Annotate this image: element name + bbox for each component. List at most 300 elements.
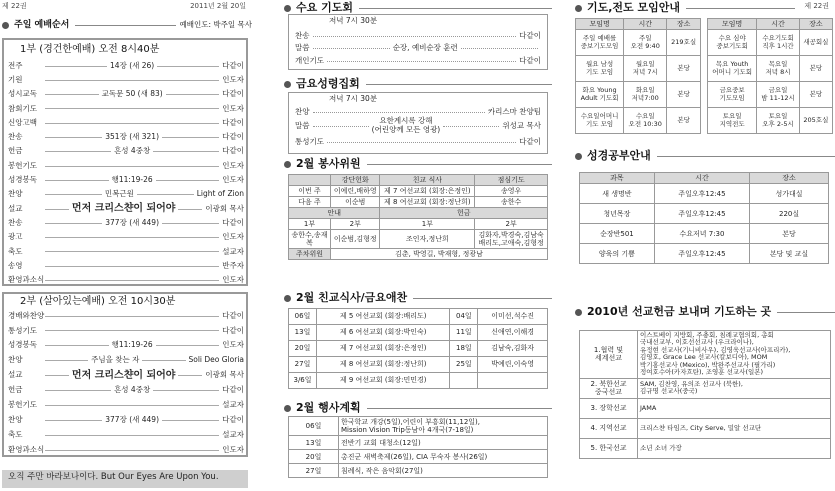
order-person: 다같이 [222, 414, 244, 424]
event-desc: 한국학교 개강(5일),어린이 부흥회(11,12일), Mission Vision Trip동남아 4개국(7-18일) [339, 417, 548, 436]
order-item: 신앙고백 [8, 117, 37, 127]
dash-line [166, 94, 220, 95]
order-content: 행11:19-26 [111, 340, 153, 350]
prayer-section-header [575, 2, 795, 15]
order-content: 민복근원 [104, 189, 134, 199]
meal-cell: 이미선,석수진 [478, 309, 548, 325]
order-person: 인도자 [222, 175, 245, 185]
bible-table [579, 172, 829, 264]
order-item: 경배와찬양 [8, 310, 45, 320]
meal-row [289, 341, 548, 357]
mission-row [580, 418, 831, 438]
order-row [8, 323, 244, 339]
bullet-icon [284, 295, 291, 302]
order-row [8, 338, 244, 354]
dash-line [156, 180, 220, 181]
serve-cell: 김화자,박경숙,김남숙 배리도,고애숙,김형정 [475, 230, 548, 249]
bible-section-header [575, 150, 835, 163]
meal-cell: 박예린,이숙영 [478, 357, 548, 373]
order-content: 먼저 크리스챤이 되어야 [71, 369, 176, 381]
order-person: 인도자 [222, 74, 244, 84]
prayer-cell: 수요일어머니 기도 모임 [576, 108, 624, 134]
prayer-row [708, 30, 833, 56]
event-row [289, 417, 548, 436]
order-row [8, 383, 244, 399]
order-item: 축도 [8, 429, 23, 439]
dash-line [327, 142, 516, 143]
fri-title: 금요성령집회 [296, 77, 360, 90]
prayer-cell: 금요일 밤 11-12시 [757, 82, 799, 108]
dash-line [157, 66, 219, 67]
mission-targets: SAM, 김찬영, 유의조 선교사 (북한), 김규명 선교사(중국) [638, 378, 831, 398]
dash-line [461, 48, 538, 49]
order-item: 광고 [8, 232, 23, 242]
prayer-cell: 토요일 지역전도 [708, 108, 757, 134]
divider [366, 84, 552, 85]
order-item: 통성기도 [8, 325, 37, 335]
mission-table [579, 330, 831, 459]
service1-box [2, 38, 248, 286]
meeting-item: 말씀 [295, 42, 310, 52]
dash-line [45, 166, 219, 167]
worship-leader: 예배인도: 박주일 목사 [179, 19, 252, 29]
order-content: 351장 (새 321) [105, 132, 159, 142]
fri-time: 저녁 7시 30분 [329, 94, 378, 103]
dash-line [162, 223, 219, 224]
bible-title: 성경공부안내 [587, 149, 651, 162]
event-date: 06일 [289, 417, 339, 436]
prayer-row [576, 56, 701, 82]
bible-head-row [580, 173, 829, 184]
order-person: 다같이 [222, 325, 244, 335]
prayer-cell: 목요 Youth 어머니 기도회 [708, 56, 757, 82]
prayer-head: 모임명 [576, 19, 624, 30]
meeting-content: 순장, 예비순장 훈련 [392, 42, 458, 52]
meal-row [289, 357, 548, 373]
event-desc: 침례식, 작은 음악회(27일) [339, 464, 548, 478]
serve-head-offering: 헌금 [380, 208, 548, 219]
dash-line [45, 420, 102, 421]
bullet-icon [284, 405, 291, 412]
meal-row [289, 373, 548, 389]
prayer-row [708, 56, 833, 82]
divider [359, 8, 552, 9]
dash-line [45, 223, 102, 224]
order-item: 축도 [8, 246, 23, 256]
mission-row [580, 398, 831, 418]
fri-section-header [284, 78, 552, 91]
meeting-person: 다같이 [519, 136, 541, 146]
meal-cell: 25일 [450, 357, 478, 373]
bible-head: 과목 [580, 173, 655, 184]
prayer-cell: 월요 남성 기도 모임 [576, 56, 624, 82]
events-section-header [284, 402, 552, 415]
bullet-icon [575, 153, 582, 160]
order-person: 설교자 [222, 429, 244, 439]
prayer-cell: 수요기도회 직후 1시간 [757, 30, 799, 56]
service2-title: 2부 (살아있는예배) 오전 10시30분 [20, 296, 176, 307]
order-item: 성시교독 [8, 89, 37, 99]
mission-targets: 이스트베이 지방회, 주충회, 침례교협의회, 총회 국내선교부, 이호선선교사 (우크라이나), 유정현 선교사(기니비사우), 김영욱선교사(아프리카), 김영호, Grace Lee 선교사(칼보디아), MOM 박기홍선교사 (Mexico), 박완주선교사 (필가리) 정여호수아(카자흐탄), 조영훈 선교사(일본) [638, 331, 831, 379]
bible-cell: 순장반501 [580, 224, 655, 244]
bible-row [580, 244, 829, 264]
order-person: 다같이 [222, 89, 245, 99]
bullet-icon [575, 5, 582, 12]
event-row [289, 464, 548, 478]
dash-line [45, 151, 111, 152]
prayer-table-left [575, 18, 701, 134]
bible-head: 장소 [750, 173, 829, 184]
order-person: Light of Zion [196, 189, 245, 199]
order-item: 전주 [8, 60, 23, 70]
order-item: 찬양 [8, 355, 23, 365]
prayer-cell: 본당 [667, 108, 701, 134]
order-person: 인도자 [222, 340, 245, 350]
order-item: 봉헌기도 [8, 400, 37, 410]
divider [367, 164, 552, 165]
order-item: 설교 [8, 370, 23, 380]
dash-line [45, 108, 219, 109]
prayer-cell: 화요일 저녁7:00 [624, 82, 667, 108]
serve-table [288, 174, 548, 260]
meal-cell: 04일 [450, 309, 478, 325]
order-row [8, 353, 244, 369]
prayer-cell: 본당 [667, 56, 701, 82]
dash-line [45, 137, 102, 138]
meeting-content: 요한계시록 강해 (어린양께 모든 영광) [371, 116, 441, 134]
meal-cell: 11일 [450, 325, 478, 341]
meeting-person: 위성교 목사 [502, 120, 542, 130]
meal-cell: 18일 [450, 341, 478, 357]
order-person: 다같이 [222, 310, 244, 320]
meal-cell [478, 373, 548, 389]
dash-line [153, 390, 219, 391]
bible-row [580, 204, 829, 224]
dash-line [45, 209, 69, 210]
order-item: 찬송 [8, 132, 23, 142]
order-item: 송영 [8, 260, 23, 270]
bible-cell: 새 생명반 [580, 184, 655, 204]
order-person: 다같이 [222, 146, 245, 156]
mission-row [580, 438, 831, 458]
dash-line [45, 94, 99, 95]
prayer-title: 기도,전도 모임안내 [587, 1, 681, 14]
meeting-item: 찬양 [295, 106, 310, 116]
dash-line [45, 316, 219, 317]
order-content: 주님을 찾는 자 [91, 355, 140, 365]
service2-box [2, 292, 248, 457]
order-row [8, 397, 244, 413]
divider [686, 8, 795, 9]
dash-line [178, 209, 202, 210]
meal-table [288, 308, 548, 389]
prayer-table-right [707, 18, 833, 134]
dash-line [156, 345, 220, 346]
bible-cell: 본당 및 교실 [750, 244, 829, 264]
meal-row [289, 309, 548, 325]
order-person: 이광회 목사 [205, 370, 244, 380]
serve-sub: 1부 [289, 219, 331, 230]
order-row [8, 273, 244, 289]
event-desc: 전반기 교회 대청소(12일) [339, 436, 548, 450]
order-item: 헌금 [8, 146, 23, 156]
dash-line [45, 80, 219, 81]
meeting-person: 다같이 [519, 30, 541, 40]
order-person: 이광회 목사 [205, 203, 244, 213]
dash-line [45, 266, 219, 267]
bible-row [580, 224, 829, 244]
divider [75, 25, 175, 26]
prayer-head: 시간 [624, 19, 667, 30]
bible-row [580, 184, 829, 204]
serve-sub: 2부 [331, 219, 380, 230]
order-person: 반주자 [222, 260, 244, 270]
bible-cell: 주일오후12:45 [654, 244, 749, 264]
serve-cell: 송영우 [475, 186, 548, 197]
order-item: 성경봉독 [8, 175, 37, 185]
dash-line [45, 345, 109, 346]
meeting-item: 말씀 [295, 120, 310, 130]
dash-line [443, 126, 499, 127]
meal-row [289, 325, 548, 341]
mission-category: 4. 지역선교 [580, 418, 638, 438]
order-person: 다같이 [222, 117, 244, 127]
dash-line [142, 360, 185, 361]
order-person: 설교자 [222, 246, 244, 256]
mission-title: 2010년 선교헌금 보내며 기도하는 곳 [587, 305, 772, 318]
order-person: 인도자 [222, 232, 244, 242]
serve-sub: 2부 [475, 219, 548, 230]
prayer-cell: 주일 오전 9:40 [624, 30, 667, 56]
meeting-item: 찬송 [295, 30, 310, 40]
serve-cell: 제 8 여선교회 (회장:정난희) [380, 197, 475, 208]
dash-line [45, 123, 219, 124]
wed-box [288, 14, 548, 70]
serve-cell: 이예린,배하영 [331, 186, 380, 197]
prayer-row [576, 82, 701, 108]
events-table [288, 416, 548, 478]
dash-line [137, 194, 194, 195]
event-row [289, 450, 548, 464]
bullet-icon [2, 22, 9, 29]
order-item: 기원 [8, 74, 23, 84]
service1-title: 1부 (경건한예배) 오전 8시40분 [20, 44, 160, 55]
guides-column [575, 0, 835, 491]
dash-line [162, 420, 219, 421]
order-person: 다같이 [222, 132, 244, 142]
serve-head-flower: 강단헌화 [331, 175, 380, 186]
order-person: 다같이 [222, 60, 245, 70]
meal-cell: 13일 [289, 325, 317, 341]
bible-cell: 본당 [750, 224, 829, 244]
serve-head-usher: 안내 [289, 208, 380, 219]
order-row [8, 442, 244, 458]
prayer-row [576, 30, 701, 56]
meal-cell: 제 9 여선교회 (회장:민민경) [317, 373, 450, 389]
order-person: 인도자 [222, 444, 244, 454]
worship-section-header [2, 20, 252, 30]
issue-date: 2011년 2월 20일 [190, 2, 246, 10]
bible-cell: 주일오후12:45 [654, 184, 749, 204]
order-content: 먼저 크리스챤이 되어야 [71, 203, 176, 215]
prayer-cell: 수요 심야 중보기도회 [708, 30, 757, 56]
prayer-row [576, 108, 701, 134]
order-item: 환영과소식 [8, 444, 45, 454]
serve-title: 2월 봉사위원 [296, 157, 361, 170]
order-content: 흔성 4중창 [114, 385, 151, 395]
prayer-cell: 본당 [799, 82, 832, 108]
serve-head-meal: 친교 식사 [380, 175, 475, 186]
bible-cell: 청년목장 [580, 204, 655, 224]
serve-cell: 송한수 [475, 197, 548, 208]
event-desc: 총진군 새벽축제(26일), CIA 무숙자 봉사(26일) [339, 450, 548, 464]
meal-section-header [284, 292, 552, 305]
meal-cell: 06일 [289, 309, 317, 325]
meeting-item: 통성기도 [295, 136, 324, 146]
order-row [8, 412, 244, 428]
dash-line [313, 112, 485, 113]
worship-section-title: 주일 예배순서 [14, 20, 70, 30]
order-content: 14장 (새 26) [110, 60, 155, 70]
meal-cell: 3/6일 [289, 373, 317, 389]
mission-category: 5. 한국선교 [580, 438, 638, 458]
bible-cell: 220실 [750, 204, 829, 224]
order-item: 참회기도 [8, 103, 37, 113]
meal-cell: 제 6 여선교회 (회장:박인숙) [317, 325, 450, 341]
order-content: 377장 (새 449) [105, 217, 159, 227]
bible-head: 시간 [654, 173, 749, 184]
event-date: 20일 [289, 450, 339, 464]
prayer-cell: 목요일 저녁 8시 [757, 56, 799, 82]
prayer-head-row [708, 19, 833, 30]
parking-names: 김춘, 박영길, 박재형, 정광남 [331, 249, 548, 260]
dash-line [327, 61, 516, 62]
order-content: 377장 (새 449) [105, 414, 159, 424]
dash-line [162, 137, 219, 138]
prayer-head: 시간 [757, 19, 799, 30]
order-content: 교독문 50 (새 83) [101, 89, 163, 99]
dash-line [313, 48, 390, 49]
prayer-head: 모임명 [708, 19, 757, 30]
serve-cell: 다음 주 [289, 197, 331, 208]
bible-cell: 수요저녁 7:30 [654, 224, 749, 244]
dash-line [45, 280, 219, 281]
divider [777, 312, 835, 313]
prayer-cell: 본당 [799, 56, 832, 82]
meal-cell: 제 8 여선교회 (회장:정난희) [317, 357, 450, 373]
prayer-cell: 205호실 [799, 108, 832, 134]
dash-line [45, 194, 102, 195]
meal-cell: 신애연,이해경 [478, 325, 548, 341]
prayer-head-row [576, 19, 701, 30]
dash-line [45, 330, 219, 331]
bible-cell: 주일오후12:45 [654, 204, 749, 224]
prayer-head: 장소 [667, 19, 701, 30]
order-person: 설교자 [222, 400, 244, 410]
dash-line [313, 126, 369, 127]
meal-cell [450, 373, 478, 389]
parking-label: 주차위원 [289, 249, 331, 260]
mission-targets: 소년 소녀 가장 [638, 438, 831, 458]
serve-cell: 제 7 여선교회 (회장:은정인) [380, 186, 475, 197]
event-date: 27일 [289, 464, 339, 478]
prayer-row [708, 82, 833, 108]
dash-line [178, 375, 202, 376]
issue-label-right: 제 22권 [804, 2, 829, 10]
dash-line [45, 360, 88, 361]
event-row [289, 436, 548, 450]
serve-cell: 이순범 [331, 197, 380, 208]
mission-targets: 크리스챤 타임즈, City Serve, 밀알 선교단 [638, 418, 831, 438]
prayer-cell: 수요일 오전 10:30 [624, 108, 667, 134]
meeting-item: 개인기도 [295, 55, 324, 65]
meeting-row [295, 133, 541, 151]
meeting-person: 다같이 [519, 55, 541, 65]
serve-section-header [284, 158, 552, 171]
issue-label: 제 22권 [2, 2, 27, 10]
dash-line [45, 251, 219, 252]
mission-targets: JAMA [638, 398, 831, 418]
order-person: Soli Deo Gloria [188, 355, 245, 365]
meal-cell: 20일 [289, 341, 317, 357]
order-person: 인도자 [222, 275, 244, 285]
order-person: 인도자 [222, 103, 244, 113]
order-item: 찬양 [8, 414, 23, 424]
order-person: 다같이 [222, 385, 245, 395]
order-person: 다같이 [222, 217, 244, 227]
order-item: 찬송 [8, 217, 23, 227]
events-title: 2월 행사계획 [296, 401, 361, 414]
mission-row [580, 378, 831, 398]
order-content: 행11:19-26 [111, 175, 153, 185]
event-date: 13일 [289, 436, 339, 450]
dash-line [45, 435, 219, 436]
serve-cell: 이번 주 [289, 186, 331, 197]
order-item: 성경봉독 [8, 340, 37, 350]
prayer-cell: 금요중보 기도모임 [708, 82, 757, 108]
prayer-cell: 새공회실 [799, 30, 832, 56]
bullet-icon [575, 309, 582, 316]
prayer-cell: 주일 예배를 중보기도모임 [576, 30, 624, 56]
prayer-cell: 화요 Young Adult 기도회 [576, 82, 624, 108]
meal-cell: 제 7 여선교회 (회장:은정인) [317, 341, 450, 357]
meal-cell: 27일 [289, 357, 317, 373]
serve-head-prayer: 점심기도 [475, 175, 548, 186]
prayer-cell: 219호실 [667, 30, 701, 56]
meeting-row [295, 52, 541, 70]
bullet-icon [284, 81, 291, 88]
prayer-cell: 본당 [667, 82, 701, 108]
order-row [8, 368, 244, 384]
divider [367, 408, 552, 409]
order-item: 봉헌기도 [8, 160, 37, 170]
worship-order-column [0, 0, 252, 491]
order-row [8, 427, 244, 443]
footer-motto: 오직 주만 바라보나이다. But Our Eyes Are Upon You. [2, 470, 248, 488]
dash-line [45, 180, 109, 181]
wed-title: 수요 기도회 [296, 1, 353, 14]
wed-section-header [284, 2, 552, 15]
mission-section-header [575, 306, 835, 319]
dash-line [45, 390, 111, 391]
bible-cell: 양육의 기쁨 [580, 244, 655, 264]
order-item: 설교 [8, 203, 23, 213]
prayer-cell: 토요일 오후 2-5시 [757, 108, 799, 134]
dash-line [45, 450, 219, 451]
prayer-cell: 월요일 저녁 7시 [624, 56, 667, 82]
weekly-meetings-column [284, 0, 552, 491]
dash-line [153, 151, 219, 152]
